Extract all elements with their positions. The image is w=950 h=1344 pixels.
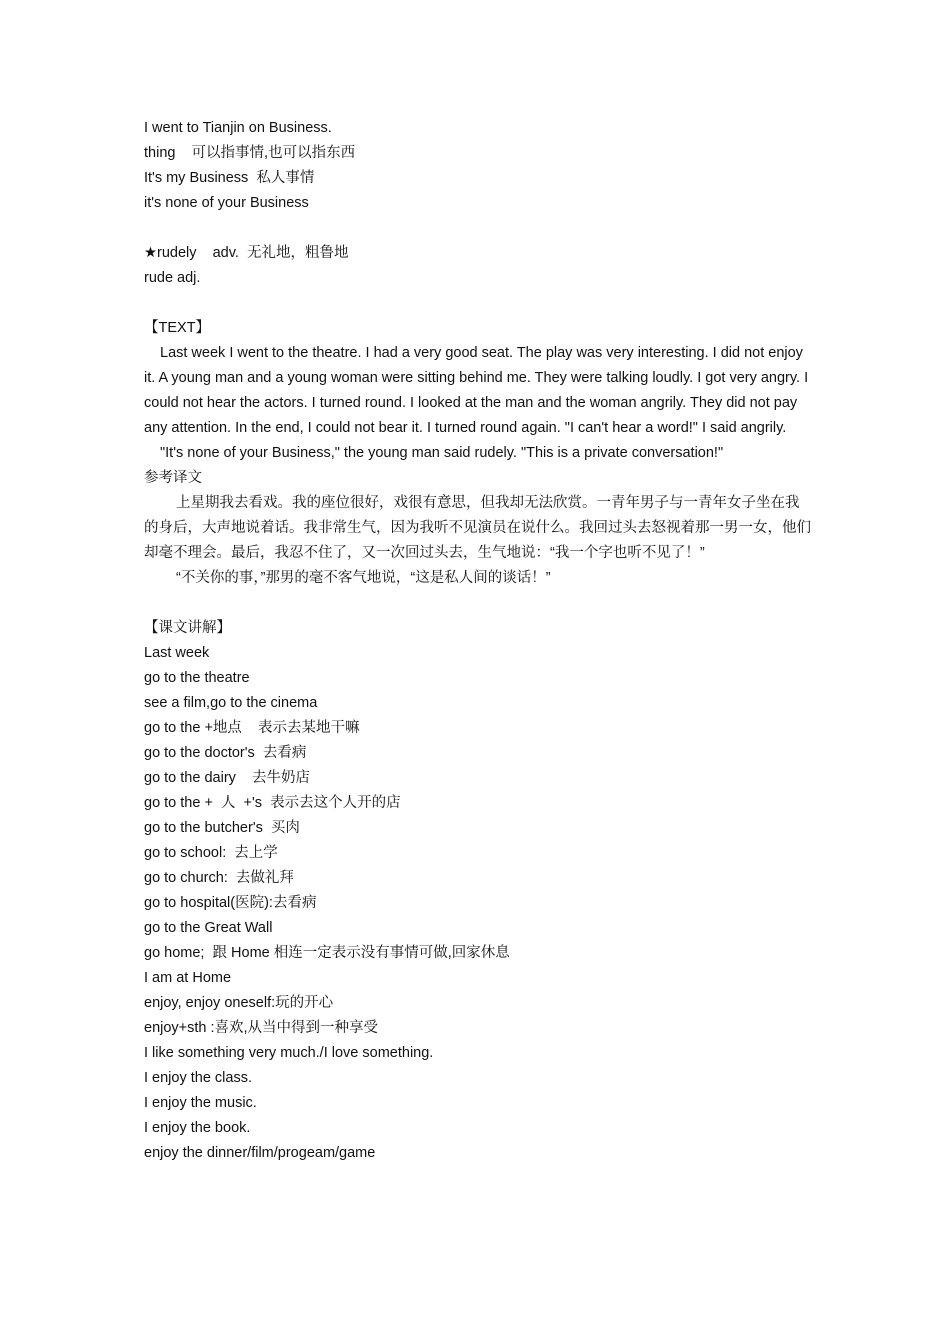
explanation-line: I enjoy the music. [144,1095,257,1111]
explanation-line: I enjoy the book. [144,1120,251,1136]
vocab-entry-rude: rude adj. [144,270,201,286]
explanation-line: go to the theatre [144,670,250,686]
explanation-line: go to the + 人 +'s 表示去这个人开的店 [144,795,401,811]
explanation-line: Last week [144,645,210,661]
translation-paragraph: “不关你的事，”那男的毫不客气地说，“这是私人间的谈话！” [176,570,551,586]
text-paragraph: Last week I went to the theatre. I had a very good seat. The play was very interesting. I did not enjoy it. A young man and a young woman were sitting behind me. They were talking loudly. I got very angry. I could not hear the actors. I turned round. I looked at the man and the woman angrily. They did not pay any attention. In the end, I could not bear it. I turned round again. "I can't hear a word!" I said angrily. [144,345,809,436]
explanation-line: enjoy+sth :喜欢,从当中得到一种享受 [144,1020,379,1036]
explanation-line: go to church: 去做礼拜 [144,870,294,886]
explanation-line: go to hospital(医院):去看病 [144,895,317,911]
explanation-line: go to the +地点 表示去某地干嘛 [144,720,360,736]
explanation-line: go to the butcher's 买肉 [144,820,300,836]
spacer [144,291,812,316]
vocab-entry-rudely: ★rudely adv. 无礼地，粗鲁地 [144,245,349,261]
translation-heading: 参考译文 [144,470,202,486]
text-section-heading: 【TEXT】 [144,320,211,336]
document-page [144,116,812,1166]
explanation-line: go to school: 去上学 [144,845,278,861]
explanation-heading: 【课文讲解】 [144,620,231,636]
vocab-line: It's my Business 私人事情 [144,170,315,186]
explanation-line: go to the dairy 去牛奶店 [144,770,311,786]
explanation-line: go to the doctor's 去看病 [144,745,307,761]
explanation-line: I like something very much./I love something. [144,1045,434,1061]
vocab-line: it's none of your Business [144,195,309,211]
spacer [144,216,812,241]
explanation-line: enjoy the dinner/film/progeam/game [144,1145,376,1161]
vocab-line: thing 可以指事情,也可以指东西 [144,145,356,161]
translation-paragraph: 上星期我去看戏。我的座位很好，戏很有意思，但我却无法欣赏。一青年男子与一青年女子坐在我的身后，大声地说着话。我非常生气，因为我听不见演员在说什么。我回过头去怒视着那一男一女，他们却毫不理会。最后，我忍不住了，又一次回过头去，生气地说：“我一个字也听不见了！” [144,495,811,561]
explanation-line: go to the Great Wall [144,920,273,936]
explanation-line: I am at Home [144,970,232,986]
explanation-line: see a film,go to the cinema [144,695,318,711]
vocab-line: I went to Tianjin on Business. [144,120,332,136]
spacer [144,591,812,616]
explanation-line: I enjoy the class. [144,1070,252,1086]
explanation-line: enjoy, enjoy oneself:玩的开心 [144,995,334,1011]
explanation-line: go home; 跟 Home 相连一定表示没有事情可做,回家休息 [144,945,510,961]
text-paragraph: "It's none of your Business," the young man said rudely. "This is a private conversation!" [160,445,724,461]
